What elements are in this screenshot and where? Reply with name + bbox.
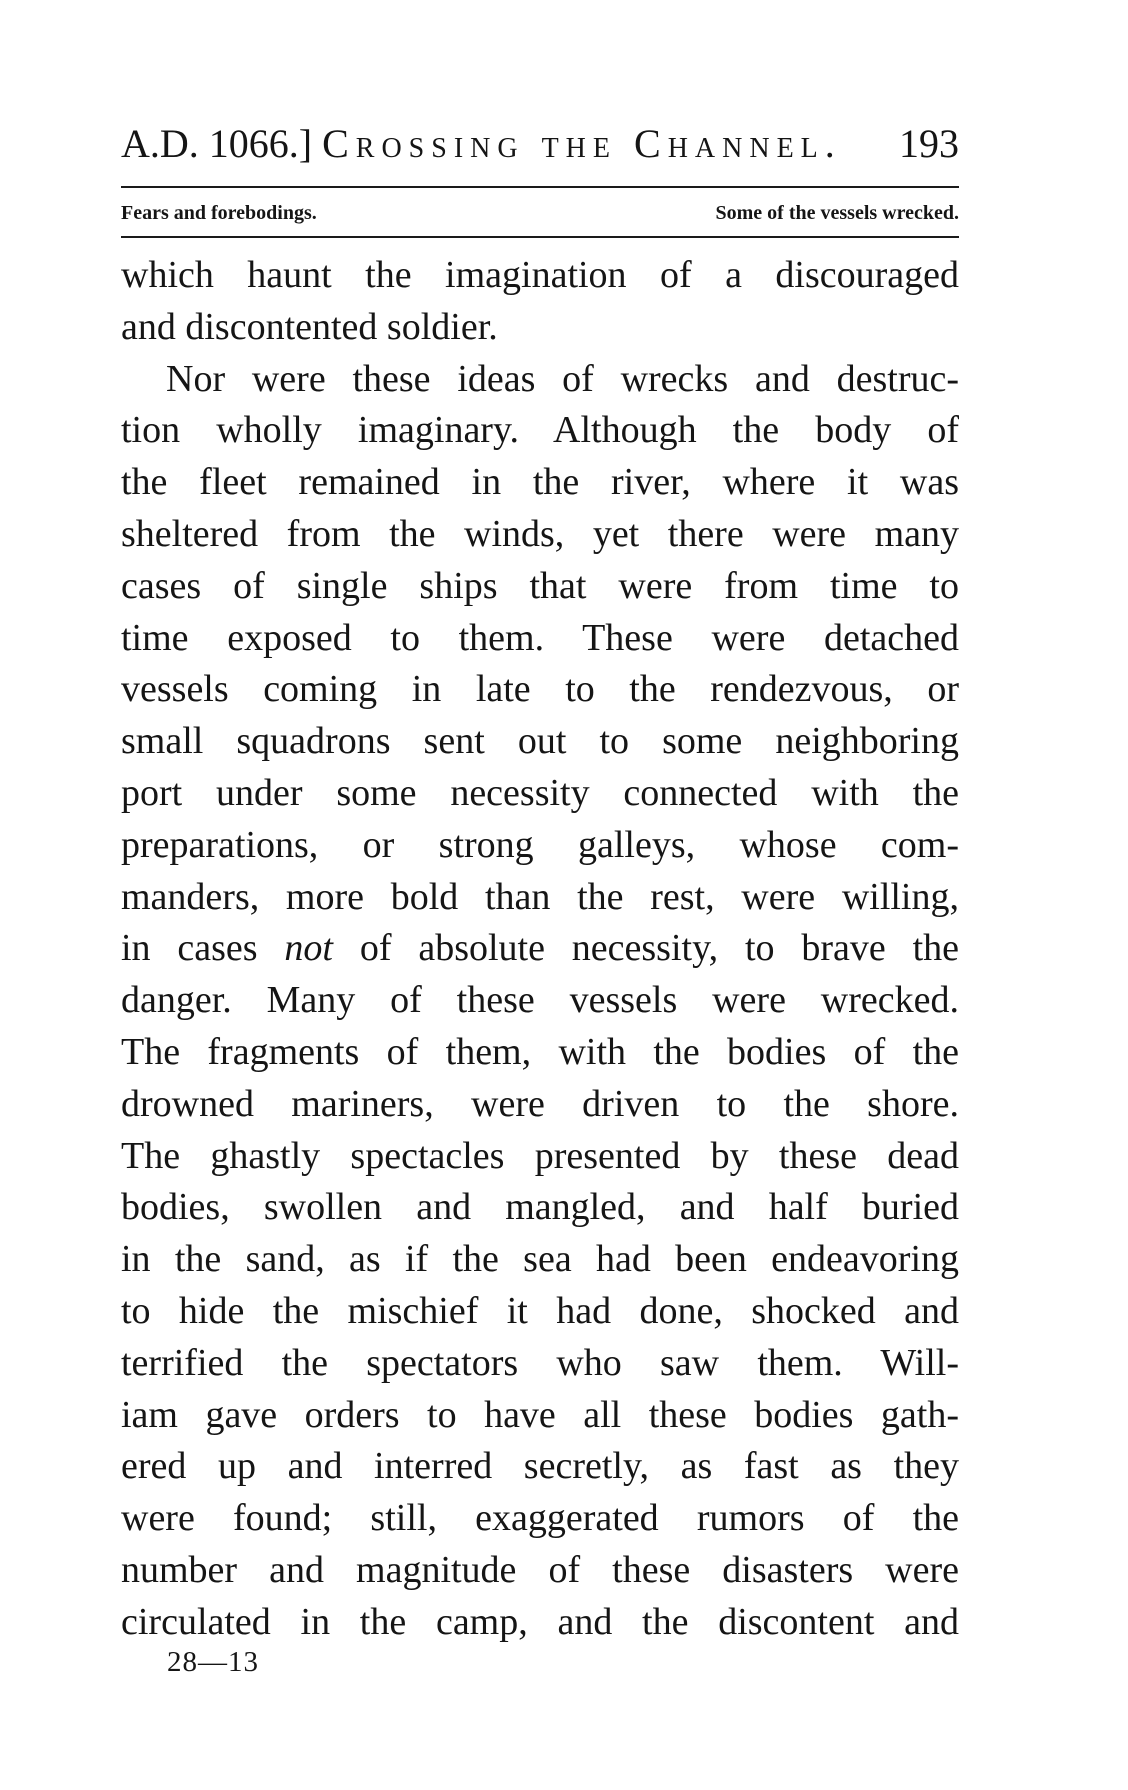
text-line: manders, more bold than the rest, were willing, [121,875,959,918]
running-head-date: A.D. 1066.] [121,121,313,166]
text-line: port under some necessity connected with the [121,771,959,814]
book-page [121,0,959,1790]
text-line: bodies, swollen and mangled, and half buried [121,1186,959,1229]
text-line [121,923,959,975]
text-segment: in cases [121,927,258,970]
text-line: preparations, or strong galleys, whose com- [121,823,959,866]
text-line: and discontented soldier. [121,305,498,348]
running-head [121,118,959,170]
marginal-notes [121,193,959,233]
text-line: were found; still, exaggerated rumors of the [121,1497,959,1540]
text-line: The ghastly spectacles presented by these dead [121,1134,959,1177]
text-line: time exposed to them. These were detached [121,616,959,659]
text-line: drowned mariners, were driven to the shore. [121,1082,959,1125]
text-line: terrified the spectators who saw them. Will- [121,1341,959,1384]
text-line: to hide the mischief it had done, shocked and [121,1289,959,1332]
text-line: danger. Many of these vessels were wrecked. [121,979,959,1022]
text-line: ered up and interred secretly, as fast as they [121,1445,959,1488]
italic-word: not [284,927,333,970]
text-line: tion wholly imaginary. Although the body of [121,409,959,452]
signature-mark: 28—13 [167,1646,259,1678]
marginal-note-right: Some of the vessels wrecked. [715,202,959,224]
text-line: The fragments of them, with the bodies of the [121,1030,959,1073]
header-rule-top [121,186,959,188]
text-line: sheltered from the winds, yet there were many [121,512,959,555]
page-number: 193 [899,121,959,166]
running-head-left [121,118,842,170]
header-rule-bottom [121,236,959,238]
text-line: Nor were these ideas of wrecks and destruc- [166,357,959,400]
text-segment: of absolute necessity, to brave the [359,927,959,970]
text-line: iam gave orders to have all these bodies gath- [121,1393,959,1436]
text-line: which haunt the imagination of a discouraged [121,254,959,296]
body-text [121,250,959,1649]
text-line: circulated in the camp, and the discontent and [121,1600,959,1643]
text-line: cases of single ships that were from time to [121,564,959,607]
text-line: small squadrons sent out to some neighboring [121,720,959,763]
text-line: number and magnitude of these disasters were [121,1548,959,1591]
running-head-title: Crossing the Channel. [322,121,842,166]
text-line: vessels coming in late to the rendezvous, or [121,668,959,711]
marginal-note-left: Fears and forebodings. [121,202,317,224]
text-line: the fleet remained in the river, where it was [121,461,959,504]
text-line: in the sand, as if the sea had been endeavoring [121,1238,959,1281]
